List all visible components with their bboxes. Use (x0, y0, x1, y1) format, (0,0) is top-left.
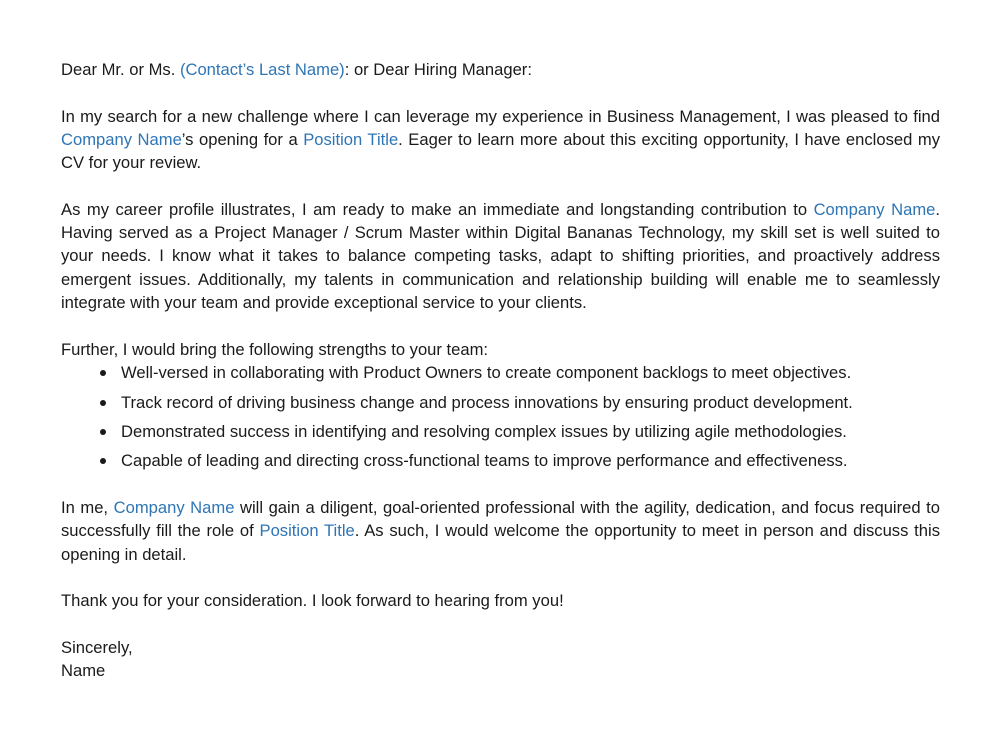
paragraph-offer-text: In me, (61, 498, 114, 518)
company-name-placeholder: Company Name (813, 200, 936, 219)
list-item-text: Track record of driving business change and process innovations by ensuring product development. (121, 392, 853, 412)
list-item (61, 391, 940, 414)
paragraph-intro-text: In my search for a new challenge where I can leverage my experience in Business Management, I was pleased to find (61, 106, 940, 126)
bullet-icon (100, 400, 106, 406)
salutation-suffix: : or Dear Hiring Manager: (344, 60, 532, 79)
paragraph-career-text: . Having served as a Project Manager / Scrum Master within Digital Bananas Technology, my skill set is well suited to your needs. I know what it takes to balance competing tasks, adapt to shifting priorities, and proactively address emergent issues. Additionally, my talents in communication and relationship building will enable me to seamlessly integrate with your team and provide exceptional service to your clients. (61, 200, 940, 312)
paragraph-offer-text: will gain a diligent, goal-oriented professional with the agility, dedication, and focus required to successfully fill the role of (61, 498, 940, 541)
salutation-prefix: Dear Mr. or Ms. (61, 60, 180, 79)
list-item (61, 361, 940, 384)
position-title-placeholder: Position Title (259, 521, 355, 541)
bullet-icon (100, 429, 106, 435)
paragraph-offer (61, 496, 940, 566)
signature-name: Name (61, 661, 106, 681)
cover-letter (61, 58, 940, 683)
paragraph-offer-text: . As such, I would welcome the opportunity to meet in person and discuss this opening in detail. (61, 521, 940, 564)
list-item-text: Demonstrated success in identifying and resolving complex issues by utilizing agile methodologies. (121, 422, 847, 441)
company-name-placeholder: Company Name (61, 130, 182, 149)
bullet-icon (100, 458, 106, 464)
list-item (61, 420, 940, 443)
valediction: Sincerely, (61, 638, 133, 658)
strengths-intro: Further, I would bring the following strengths to your team: (61, 339, 489, 359)
position-title-placeholder: Position Title (303, 130, 399, 149)
company-name-placeholder: Company Name (113, 498, 235, 518)
closing-line: Thank you for your consideration. I look forward to hearing from you! (61, 591, 564, 611)
list-item (61, 449, 940, 472)
paragraph-career-text: As my career profile illustrates, I am ready to make an immediate and longstanding contribution to (61, 200, 814, 219)
paragraph-career-profile (61, 198, 940, 314)
bullet-icon (100, 370, 106, 376)
list-item-text: Well-versed in collaborating with Product Owners to create component backlogs to meet objectives. (121, 363, 852, 383)
paragraph-intro-text: ’s opening for a (181, 130, 304, 149)
strengths-list (61, 361, 940, 472)
contact-last-name-placeholder: (Contact’s Last Name) (179, 60, 345, 79)
paragraph-intro-text: . Eager to learn more about this exciting opportunity, I have enclosed my CV for your review. (61, 130, 940, 173)
salutation (61, 58, 940, 81)
paragraph-intro (61, 105, 940, 175)
list-item-text: Capable of leading and directing cross-functional teams to improve performance and effectiveness. (121, 451, 848, 471)
